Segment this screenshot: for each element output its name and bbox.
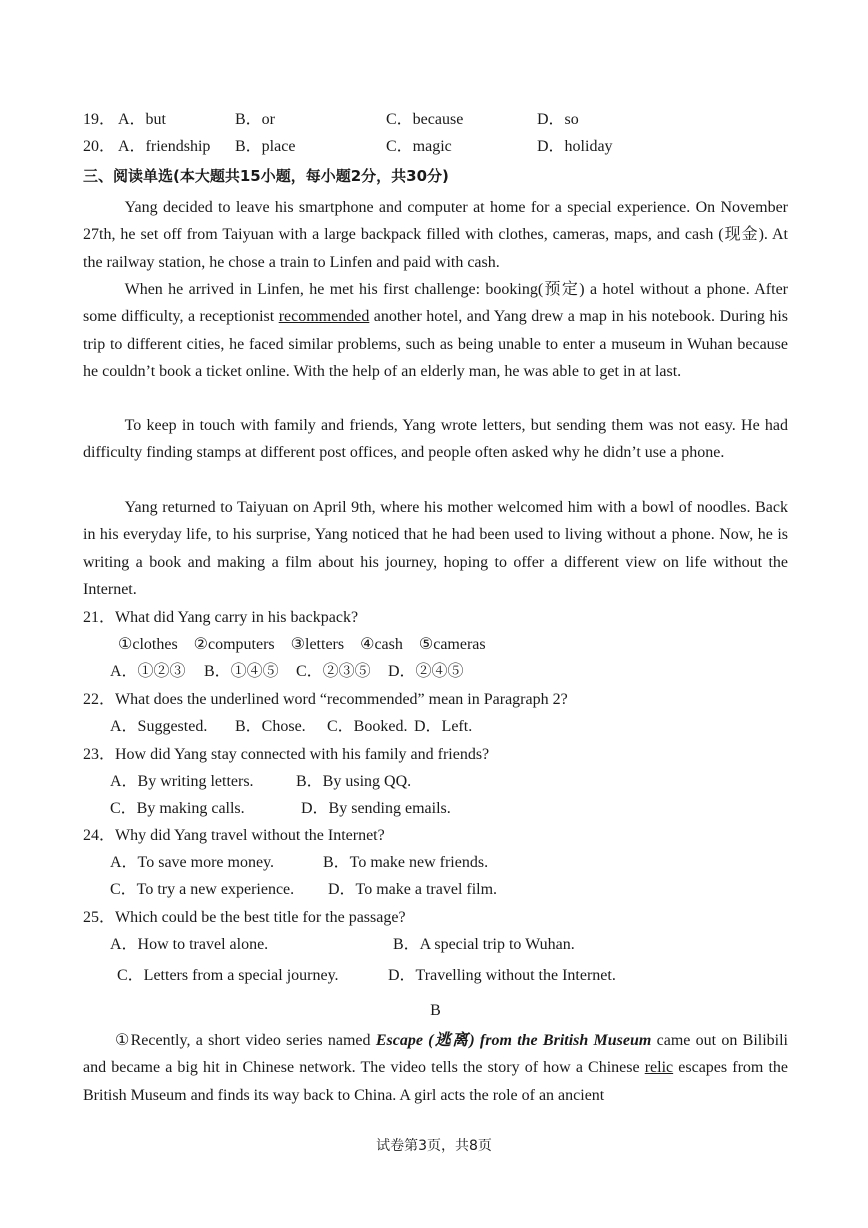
q20-option-a: A．friendship bbox=[118, 138, 211, 155]
pb-text-mid: came out on Bilibili and became a big hit in Chinese network. The video tells the story of how a Chinese bbox=[83, 1032, 788, 1077]
q22-option-c: C．Booked. bbox=[327, 718, 408, 735]
q19-option-a: A．but bbox=[118, 111, 167, 128]
q22-option-d: D．Left. bbox=[414, 718, 473, 735]
video-series-title: Escape (逃离) from the British Museum bbox=[375, 1032, 652, 1049]
passage-a-paragraph-2 bbox=[83, 276, 788, 385]
q25-option-d: D．Travelling without the Internet. bbox=[388, 967, 616, 984]
q20-option-b: B．place bbox=[235, 138, 296, 155]
p2-text-after: another hotel, and Yang drew a map in his notebook. During his trip to different cities, he faced similar problems, such as being unable to enter a museum in Wuhan because he couldn’t book a ticket online. With the help of an elderly man, he was able to get in at last. bbox=[83, 308, 788, 380]
q25-option-c: C．Letters from a special journey. bbox=[117, 967, 339, 984]
pb-text-end: escapes from the British Museum and finds its way back to China. A girl acts the role of an ancient bbox=[83, 1059, 789, 1104]
q20-option-d: D．holiday bbox=[537, 138, 613, 155]
passage-b-paragraph-1 bbox=[83, 1027, 788, 1109]
q21-stem: 21．What did Yang carry in his backpack? bbox=[83, 609, 359, 626]
p2-text-before: When he arrived in Linfen, he met his first challenge: booking(预定) a hotel without a phone. After some difficulty, a receptionist bbox=[83, 281, 788, 326]
q23-option-d: D．By sending emails. bbox=[301, 800, 451, 817]
underlined-word-relic: relic bbox=[644, 1059, 674, 1077]
q20-option-c: C．magic bbox=[386, 138, 452, 155]
passage-a-paragraph-1: Yang decided to leave his smartphone and computer at home for a special experience. On November 27th, he set off from Taiyuan with a large backpack filled with clothes, cameras, maps, and cash (现金). At the railway station, he chose a train to Linfen and paid with cash. bbox=[83, 199, 788, 271]
q24-option-a: A．To save more money. bbox=[110, 854, 275, 871]
pb-text-start: ①Recently, a short video series named bbox=[115, 1032, 376, 1049]
q21-option-c: C．②③⑤ bbox=[296, 663, 371, 680]
page-footer: 试卷第3页，共8页 bbox=[376, 1138, 492, 1154]
q23-option-c: C．By making calls. bbox=[110, 800, 245, 817]
q23-option-a: A．By writing letters. bbox=[110, 773, 254, 790]
passage-a-paragraph-3: To keep in touch with family and friends, Yang wrote letters, but sending them was not easy. He had difficulty finding stamps at different post offices, and people often asked why he didn’t use a phone. bbox=[83, 417, 788, 462]
passage-b-label: B bbox=[430, 1002, 441, 1019]
q22-option-a: A．Suggested. bbox=[110, 718, 208, 735]
q25-stem: 25．Which could be the best title for the passage? bbox=[83, 909, 406, 926]
q25-option-b: B．A special trip to Wuhan. bbox=[393, 936, 575, 953]
q19-number: 19． bbox=[83, 111, 116, 128]
q25-option-a: A．How to travel alone. bbox=[110, 936, 269, 953]
section-heading: 三、阅读单选(本大题共15小题，每小题2分，共30分) bbox=[83, 167, 449, 185]
q22-stem: 22．What does the underlined word “recommended” mean in Paragraph 2? bbox=[83, 691, 568, 708]
q21-items: ①clothes ②computers ③letters ④cash ⑤cameras bbox=[118, 636, 486, 653]
q21-option-b: B．①④⑤ bbox=[204, 663, 279, 680]
q19-option-d: D．so bbox=[537, 111, 579, 128]
q23-option-b: B．By using QQ. bbox=[296, 773, 412, 790]
q21-option-d: D．②④⑤ bbox=[388, 663, 464, 680]
q20-number: 20． bbox=[83, 138, 116, 155]
q21-option-a: A．①②③ bbox=[110, 663, 186, 680]
q23-stem: 23．How did Yang stay connected with his family and friends? bbox=[83, 746, 490, 763]
q19-option-c: C．because bbox=[386, 111, 464, 128]
q24-option-b: B．To make new friends. bbox=[323, 854, 489, 871]
q22-option-b: B．Chose. bbox=[235, 718, 306, 735]
underlined-word: recommended bbox=[278, 308, 370, 326]
passage-a-paragraph-4: Yang returned to Taiyuan on April 9th, where his mother welcomed him with a bowl of noodles. Back in his everyday life, to his surprise, Yang noticed that he had been used to living without a phone. Now, he is writing a book and making a film about his journey, hoping to offer a different view on life without the Internet. bbox=[83, 499, 788, 598]
q24-option-d: D．To make a travel film. bbox=[328, 881, 498, 898]
q24-stem: 24．Why did Yang travel without the Internet? bbox=[83, 827, 385, 844]
q19-option-b: B．or bbox=[235, 111, 276, 128]
q24-option-c: C．To try a new experience. bbox=[110, 881, 295, 898]
